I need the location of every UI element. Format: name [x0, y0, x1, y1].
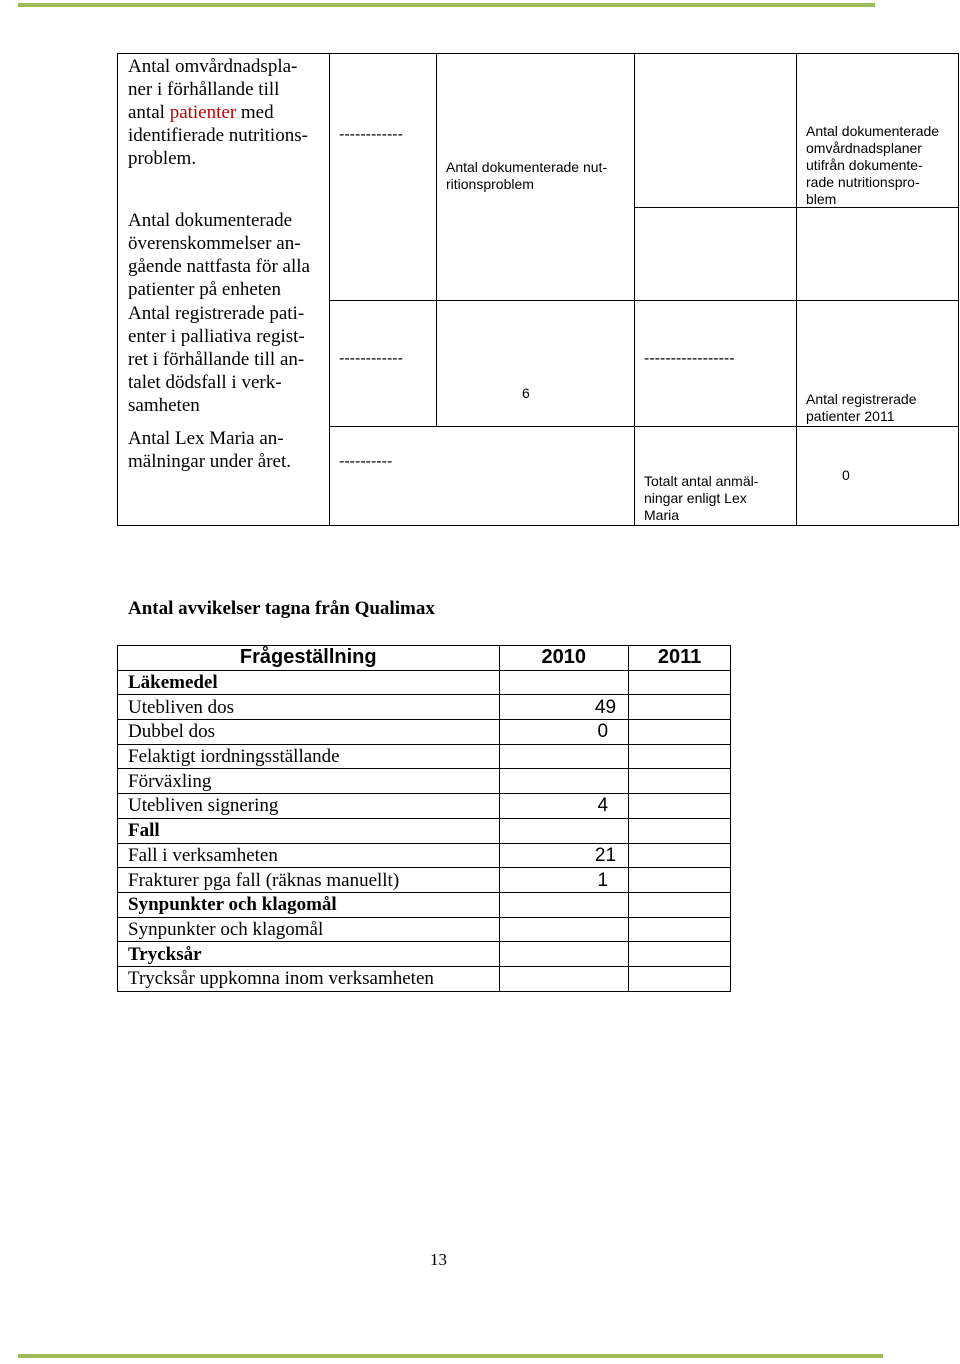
row3-dash-col2: ------------ — [339, 350, 403, 367]
value-2010 — [499, 942, 629, 967]
row-label: Utebliven signering — [118, 794, 500, 819]
col-divider-2 — [436, 53, 437, 426]
row1-col5-text — [806, 123, 956, 208]
header-question: Frågeställning — [118, 646, 500, 671]
row2-label-line: patienter på enheten — [128, 279, 281, 300]
row1-label-line: Antal omvårdnadspla- — [128, 56, 298, 77]
row-label: Fall — [118, 818, 500, 843]
value-2011 — [629, 966, 731, 991]
row4-col4-text — [644, 473, 794, 524]
table-header-row — [118, 646, 731, 671]
table-row — [118, 843, 731, 868]
row-label: Fall i verksamheten — [118, 843, 500, 868]
row4-label-line: Antal Lex Maria an- — [128, 428, 284, 449]
row-label: Dubbel dos — [118, 720, 500, 745]
value-2010 — [499, 818, 629, 843]
row1-dash: ------------ — [339, 126, 403, 143]
cell-line: ningar enligt Lex — [644, 490, 747, 506]
row2-label-line: överenskommelser an- — [128, 233, 301, 254]
row4-label — [128, 427, 326, 473]
cell-line: patienter 2011 — [806, 408, 895, 424]
value-2010 — [499, 917, 629, 942]
cell-line: Totalt antal anmäl- — [644, 473, 759, 489]
value-2011 — [629, 720, 731, 745]
page-number: 13 — [430, 1250, 447, 1269]
table-border-bottom — [117, 525, 959, 526]
deviations-title: Antal avvikelser tagna från Qualimax — [128, 598, 435, 619]
row4-col5-value: 0 — [842, 467, 850, 483]
table-border-left — [117, 53, 118, 526]
value-2011 — [629, 843, 731, 868]
cell-line: rade nutritionspro- — [806, 174, 920, 190]
row-label: Synpunkter och klagomål — [118, 892, 500, 917]
value-2010 — [499, 670, 629, 695]
value-2011 — [629, 818, 731, 843]
row3-label-line: talet dödsfall i verk- — [128, 372, 282, 393]
table-row — [118, 868, 731, 893]
table-row — [118, 744, 731, 769]
table-row — [118, 818, 731, 843]
bottom-accent-bar — [18, 1354, 883, 1358]
row1-label — [128, 55, 326, 170]
cell-line: Antal dokumenterade nut- — [446, 159, 608, 175]
row-label: Trycksår — [118, 942, 500, 967]
value-2011 — [629, 794, 731, 819]
row3-label-line: enter i palliativa regist- — [128, 326, 305, 347]
row1-label-line: ner i förhållande till — [128, 79, 280, 100]
row-label: Synpunkter och klagomål — [118, 917, 500, 942]
row-label: Utebliven dos — [118, 695, 500, 720]
row-divider-c — [329, 426, 959, 427]
row3-col5-text — [806, 391, 956, 425]
table-row — [118, 670, 731, 695]
row3-label-line: ret i förhållande till an- — [128, 349, 305, 370]
row4-label-line: mälningar under året. — [128, 451, 292, 472]
value-2010: 49 — [499, 695, 629, 720]
table-row — [118, 720, 731, 745]
row1-label-line: identifierade nutritions- — [128, 125, 308, 146]
value-2011 — [629, 695, 731, 720]
row2-label-line: Antal dokumenterade — [128, 210, 293, 231]
row-label: Felaktigt iordningsställande — [118, 744, 500, 769]
value-2010: 0 — [499, 720, 629, 745]
table-row — [118, 794, 731, 819]
row1-label-line: problem. — [128, 148, 197, 169]
value-2011 — [629, 670, 731, 695]
table-row — [118, 942, 731, 967]
row3-col3-value: 6 — [522, 385, 530, 401]
cell-line: ritionsproblem — [446, 176, 534, 192]
row-label: Trycksår uppkomna inom verksamheten — [118, 966, 500, 991]
col-divider-3 — [634, 53, 635, 526]
table-border-right — [958, 53, 959, 526]
value-2010 — [499, 769, 629, 794]
cell-line: Antal registrerade — [806, 391, 917, 407]
row3-dash-col4: ----------------- — [644, 350, 735, 367]
row-label: Frakturer pga fall (räknas manuellt) — [118, 868, 500, 893]
header-2010: 2010 — [499, 646, 629, 671]
value-2010 — [499, 744, 629, 769]
row3-label-line: Antal registrerade pati- — [128, 303, 305, 324]
cell-line: omvårdnadsplaner — [806, 140, 922, 156]
cell-line: blem — [806, 191, 837, 207]
value-2011 — [629, 892, 731, 917]
quality-indicator-table — [117, 53, 959, 526]
value-2011 — [629, 744, 731, 769]
value-2011 — [629, 769, 731, 794]
deviations-table — [117, 645, 731, 992]
cell-line: Maria — [644, 507, 680, 523]
value-2010: 21 — [499, 843, 629, 868]
col-divider-4 — [796, 53, 797, 526]
value-2011 — [629, 942, 731, 967]
header-2011: 2011 — [629, 646, 731, 671]
value-2011 — [629, 868, 731, 893]
value-2011 — [629, 917, 731, 942]
row4-dash: ---------- — [339, 453, 393, 470]
highlighted-word: patienter — [169, 102, 237, 123]
row-label: Förväxling — [118, 769, 500, 794]
value-2010: 1 — [499, 868, 629, 893]
cell-line: Antal dokumenterade — [806, 123, 940, 139]
table-row — [118, 917, 731, 942]
row3-label — [128, 302, 326, 417]
deviations-table-body — [118, 670, 731, 991]
row2-label-line: gående nattfasta för alla — [128, 256, 310, 277]
row-label: Läkemedel — [118, 670, 500, 695]
table-row — [118, 695, 731, 720]
row-divider-b — [329, 300, 959, 301]
row1-col3-text — [446, 159, 631, 193]
table-row — [118, 892, 731, 917]
row2-label — [128, 209, 326, 301]
table-row — [118, 769, 731, 794]
row3-label-line: samheten — [128, 395, 200, 416]
value-2010: 4 — [499, 794, 629, 819]
value-2010 — [499, 966, 629, 991]
table-border-top — [117, 53, 959, 54]
cell-line: utifrån dokumente- — [806, 157, 923, 173]
row1-label-line: antal patienter med — [128, 102, 274, 123]
top-accent-bar — [18, 3, 875, 7]
value-2010 — [499, 892, 629, 917]
col-divider-1 — [329, 53, 330, 526]
table-row — [118, 966, 731, 991]
